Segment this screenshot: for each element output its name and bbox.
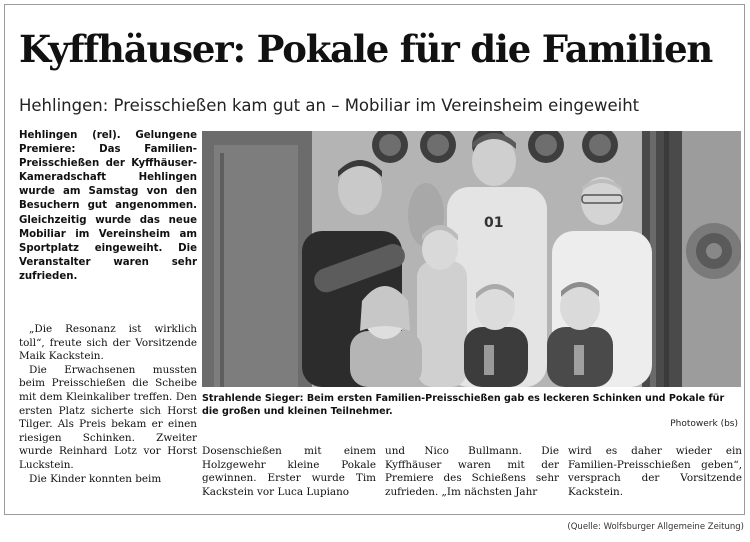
source-note: (Quelle: Wolfsburger Allgemeine Zeitung) (567, 522, 744, 532)
text-column-1 (202, 445, 376, 499)
body-paragraph: Die Kinder konnten beim (29, 472, 162, 485)
shirt-number: 01 (484, 215, 504, 231)
column-text: Dosenschießen mit einem Holzgewehr kleine Pokale gewinnen. Erster wurde Tim Kackstein vor Luca Lupiano (202, 445, 376, 498)
headline: Kyffhäuser: Pokale für die Familien (19, 27, 713, 71)
article-photo (202, 131, 741, 387)
text-column-2 (385, 445, 559, 499)
body-paragraph: Die Erwachsenen mussten beim Preisschießen die Scheibe mit dem Kleinkaliber treffen. Den ersten Platz sicherte sich Horst Tilger. Als Preis bekam er einen riesigen Schinken. Zweiter wurde Reinhard Lotz vor Horst Luckstein. (19, 363, 197, 471)
column-text: und Nico Bullmann. Die Kyffhäuser waren mit der Premiere des Schießens sehr zufrieden. „Im nächsten Jahr (385, 445, 559, 498)
photo-credit: Photowerk (bs) (670, 419, 738, 429)
body-left-column (19, 323, 197, 486)
text-column-3 (568, 445, 742, 499)
subheadline: Hehlingen: Preisschießen kam gut an – Mobiliar im Vereinsheim eingeweiht (19, 96, 640, 115)
newspaper-clipping (4, 4, 745, 515)
body-paragraph: „Die Resonanz ist wirklich toll“, freute sich der Vorsitzende Maik Kackstein. (19, 323, 197, 363)
lead-paragraph: Hehlingen (rel). Gelungene Premiere: Das Familien-Preisschießen der Kyffhäuser-Kameradschaft Hehlingen wurde am Samstag von den Besuchern gut angenommen. Gleichzeitig wurde das neue Mobiliar im Vereinsheim am Sportplatz eingeweiht. Die Veranstalter waren sehr zufrieden. (19, 130, 197, 282)
photo-caption: Strahlende Sieger: Beim ersten Familien-Preisschießen gab es leckeren Schinken und Pokale für die großen und kleinen Teilnehmer. (202, 393, 725, 417)
column-text: wird es daher wieder ein Familien-Preisschießen geben“, versprach der Vorsitzende Kackstein. (568, 445, 742, 498)
